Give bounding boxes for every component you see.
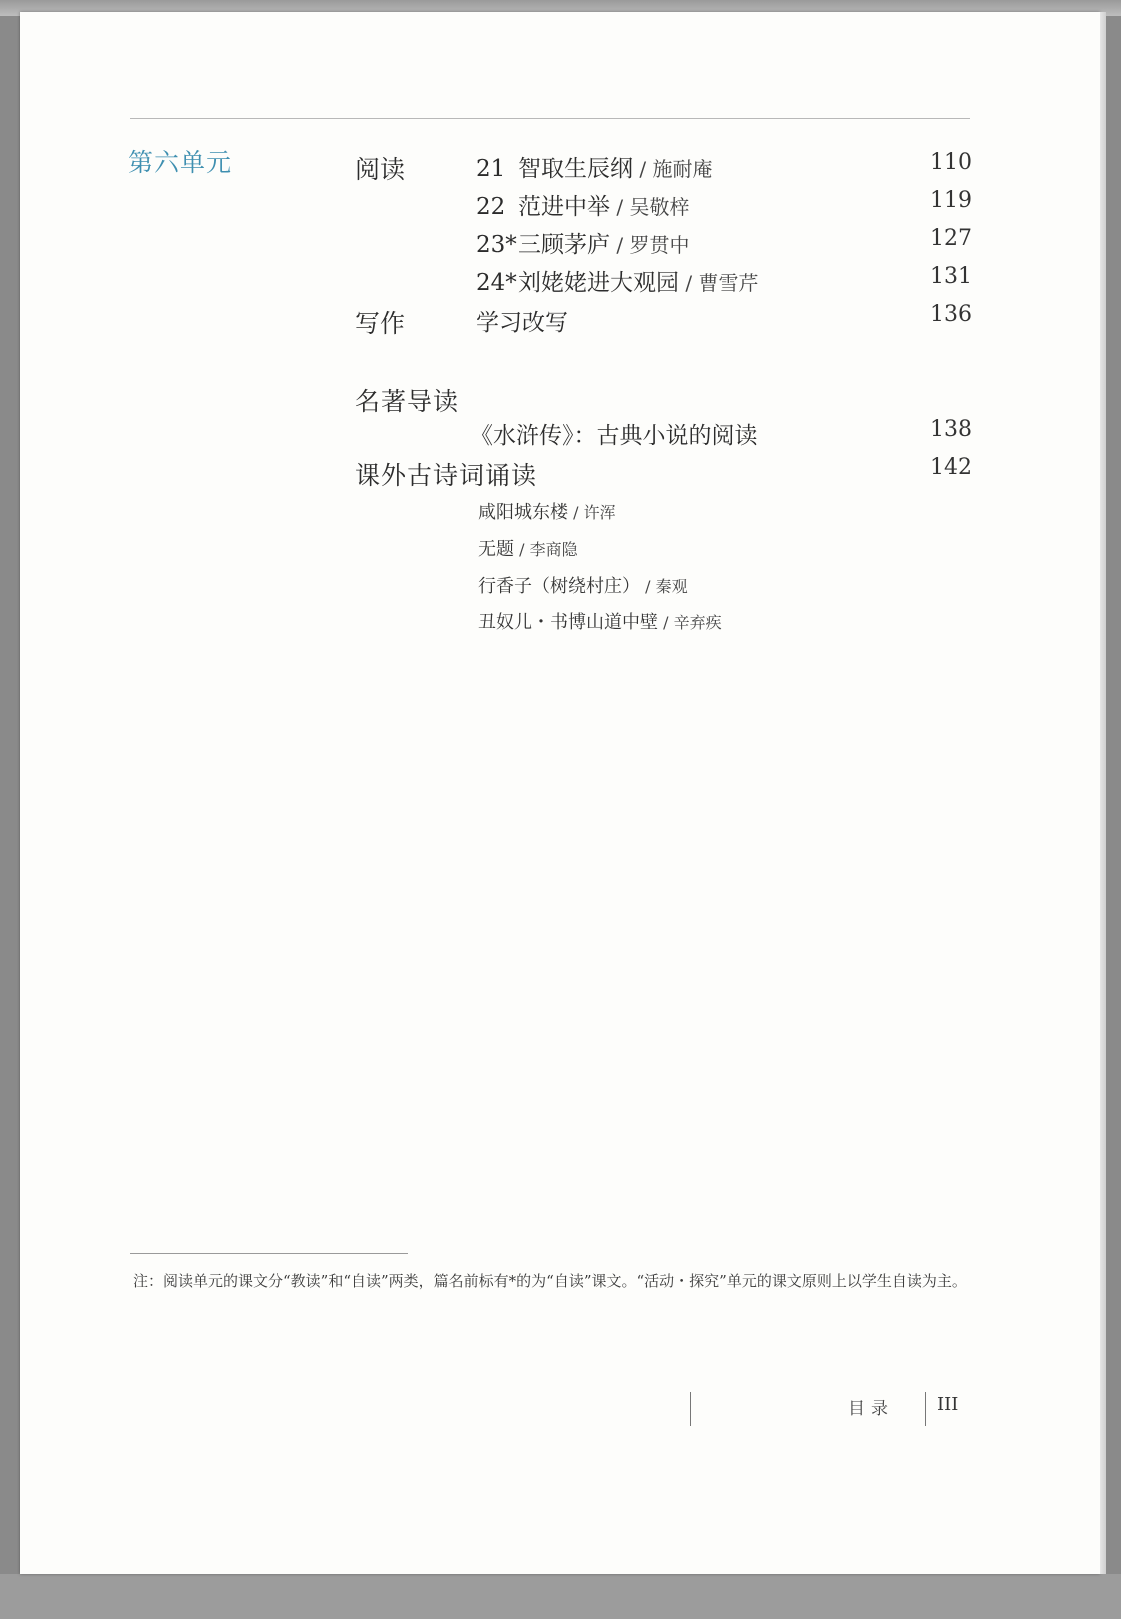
toc-entry-21[interactable]	[476, 150, 712, 183]
poem-author: 许浑	[583, 503, 616, 522]
separator: /	[679, 271, 699, 295]
section-writing-label: 写作	[355, 309, 406, 338]
footnote-text: 注：阅读单元的课文分“教读”和“自读”两类，篇名前标有*的为“自读”课文。“活动・探究”单元的课文原则上以学生自读为主。	[133, 1272, 967, 1290]
footnote-rule	[130, 1253, 408, 1254]
page-number: 142	[930, 455, 972, 480]
separator: /	[610, 233, 630, 257]
page-number: 119	[930, 188, 972, 213]
poem-item[interactable]	[478, 535, 578, 561]
toc-entry-22[interactable]	[476, 188, 689, 221]
toc-entry-classics[interactable]: 《水浒传》：古典小说的阅读	[470, 423, 758, 449]
scan-bottom-band	[0, 1574, 1121, 1619]
top-rule	[130, 118, 970, 119]
poem-item[interactable]	[478, 608, 722, 634]
lesson-author: 罗贯中	[629, 233, 690, 257]
lesson-number: 22	[476, 194, 506, 220]
lesson-author: 施耐庵	[652, 157, 713, 181]
poem-title: 行香子（树绕村庄）	[478, 576, 640, 597]
lesson-title: 智取生辰纲	[518, 156, 633, 182]
poem-title: 无题	[478, 539, 514, 560]
page-edge-shadow	[1100, 12, 1106, 1574]
section-ancient-poems-label[interactable]: 课外古诗词诵读	[355, 461, 538, 490]
section-reading-label: 阅读	[355, 155, 406, 184]
lesson-title: 刘姥姥进大观园	[518, 270, 679, 296]
poem-item[interactable]	[478, 498, 616, 524]
toc-entry-24[interactable]	[476, 264, 758, 297]
footer-divider	[690, 1392, 691, 1426]
poem-author: 辛弃疾	[673, 613, 722, 632]
toc-entry-23[interactable]	[476, 226, 689, 259]
lesson-number: 21	[476, 156, 506, 182]
toc-entry-writing[interactable]: 学习改写	[476, 310, 568, 336]
lesson-author: 曹雪芹	[698, 271, 759, 295]
lesson-author: 吴敬梓	[629, 195, 690, 219]
separator: /	[610, 195, 630, 219]
lesson-title: 三顾茅庐	[518, 232, 610, 258]
page-number: 110	[930, 150, 972, 175]
page-number: 131	[930, 264, 972, 289]
page-number: 127	[930, 226, 972, 251]
lesson-title: 范进中举	[518, 194, 610, 220]
separator: /	[658, 613, 674, 632]
separator: /	[640, 577, 656, 596]
separator: /	[568, 503, 584, 522]
poem-author: 李商隐	[529, 540, 578, 559]
section-classics-label: 名著导读	[355, 387, 460, 416]
footer-page-number: III	[937, 1394, 959, 1415]
poem-author: 秦观	[655, 577, 688, 596]
poem-item[interactable]	[478, 572, 688, 598]
footer-label: 目录	[848, 1399, 894, 1419]
poem-title: 丑奴儿・书博山道中壁	[478, 612, 658, 633]
separator: /	[633, 157, 653, 181]
footer-divider	[925, 1392, 926, 1426]
lesson-number: 23*	[476, 232, 517, 258]
page-number: 138	[930, 417, 972, 442]
separator: /	[514, 540, 530, 559]
lesson-number: 24*	[476, 270, 517, 296]
poem-title: 咸阳城东楼	[478, 502, 568, 523]
page-number: 136	[930, 302, 972, 327]
unit-label: 第六单元	[128, 148, 233, 177]
